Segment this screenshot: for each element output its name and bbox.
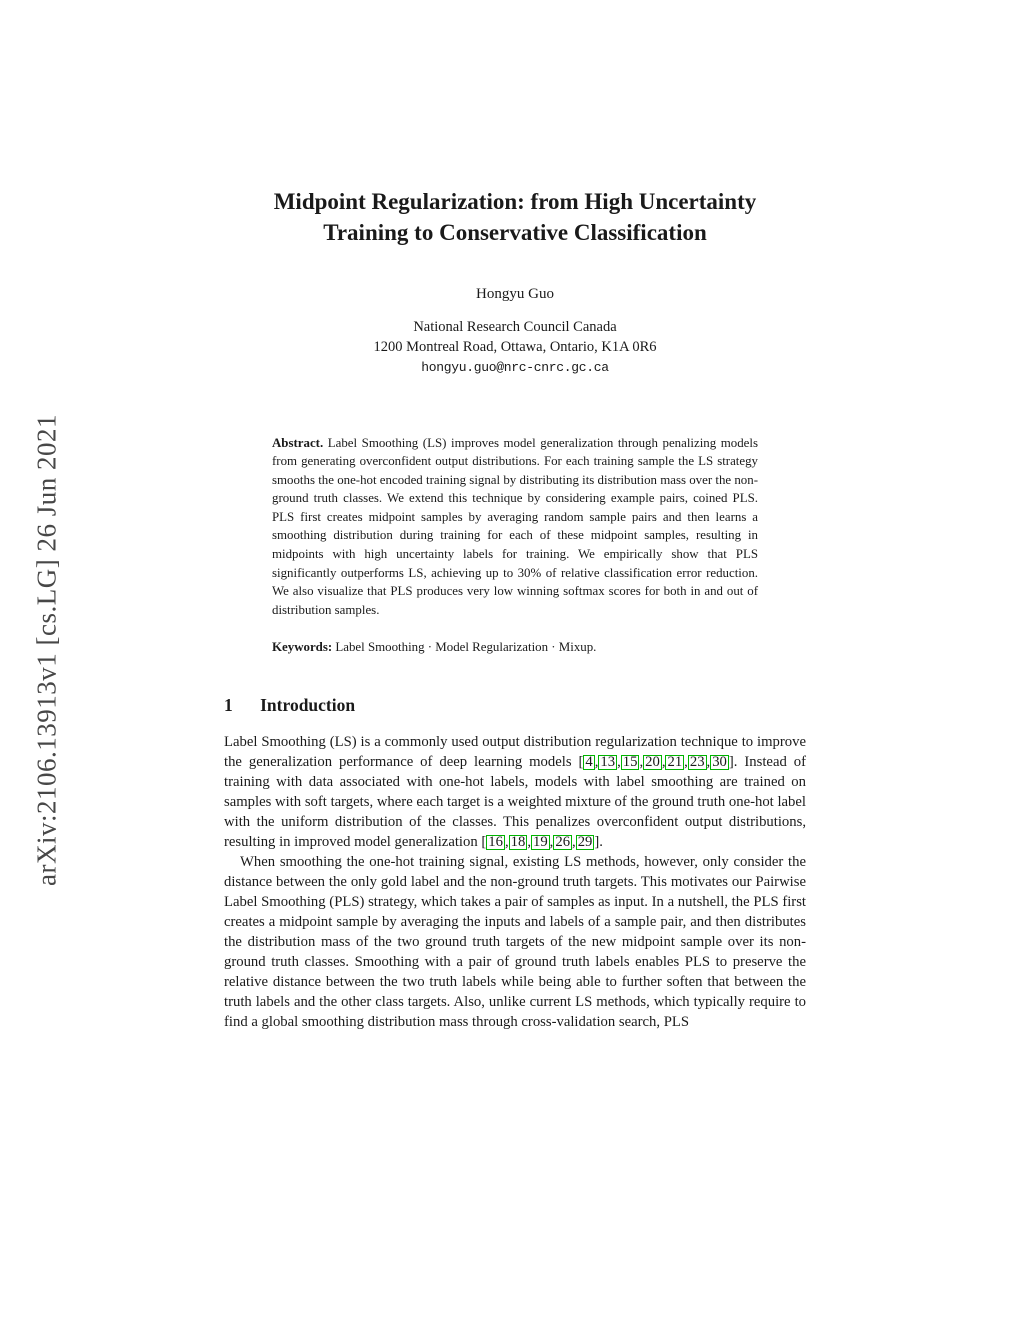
keywords-label: Keywords: — [272, 640, 333, 655]
citation-link[interactable]: 29 — [577, 834, 593, 851]
section-number: 1 — [224, 695, 233, 716]
abstract-label: Abstract. — [272, 435, 324, 450]
citation-link[interactable]: 15 — [622, 754, 638, 771]
citation-link[interactable]: 21 — [667, 754, 683, 771]
citation-link[interactable]: 30 — [712, 754, 727, 771]
abstract-block — [272, 434, 758, 620]
author-email: hongyu.guo@nrc-cnrc.gc.ca — [421, 360, 609, 375]
paper-title-line-1: Midpoint Regularization: from High Uncertainty — [273, 189, 757, 214]
keywords-text: Label Smoothing · Model Regularization · Mixup. — [335, 640, 597, 655]
citation-link[interactable]: 20 — [645, 754, 660, 771]
citation-link[interactable]: 13 — [600, 754, 616, 771]
paper-title-line-2: Training to Conservative Classification — [323, 220, 707, 245]
citation-link[interactable]: 16 — [488, 834, 503, 851]
paper-title — [224, 186, 806, 248]
section-heading-introduction — [224, 695, 806, 716]
intro-paragraph-2: When smoothing the one-hot training signal, existing LS methods, however, only consider the distance between the only gold label and the non-ground truth targets. This motivates our Pairwise Label Smoothing (PLS) strategy, which takes a pair of samples as input. In a nutshell, the PLS first creates a midpoint sample by averaging the inputs and labels of a sample pair, and then distributes the distribution mass of the two ground truth targets of the new midpoint sample over its non-ground truth classes. Smoothing with a pair of ground truth labels enables PLS to preserve the relative distance between the two truth labels while being able to further soften that between the truth labels and the other class targets. Also, unlike current LS methods, which typically require to find a global smoothing distribution mass through cross-validation search, PLS — [224, 854, 806, 1031]
citation-link[interactable]: 4 — [585, 754, 593, 771]
affiliation-line-2: 1200 Montreal Road, Ottawa, Ontario, K1A 0R6 — [373, 338, 657, 355]
citation-link[interactable]: 18 — [510, 834, 526, 851]
affiliation-line-1: National Research Council Canada — [413, 319, 617, 335]
citation-link[interactable]: 19 — [532, 834, 548, 851]
citation-link[interactable]: 26 — [555, 834, 571, 851]
affiliation-block — [224, 318, 806, 378]
abstract-text: Label Smoothing (LS) improves model generalization through penalizing models from generating overconfident output distributions. For each training sample the LS strategy smooths the one-hot encoded training signal by distributing its distribution mass over the non-ground truth classes. We extend this technique by considering example pairs, coined PLS. PLS first creates midpoint samples by averaging random sample pairs and then learns a smoothing distribution during training for each of these midpoint samples, resulting in midpoints with high uncertainty labels for training. We empirically show that PLS significantly outperforms LS, achieving up to 30% of relative classification error reduction. We also visualize that PLS produces very low winning softmax scores for both in and out of distribution samples. — [272, 435, 758, 617]
section-title: Introduction — [260, 695, 356, 716]
arxiv-watermark: arXiv:2106.13913v1 [cs.LG] 26 Jun 2021 — [31, 414, 62, 886]
intro-paragraph-1: Label Smoothing (LS) is a commonly used output distribution regularization technique to improve the generalization performance of deep learning models [ 4 , 13 , 15 , 20 , 21 , 23 , 30 ]. Instead of training with data associated with one-hot labels, models with label smoothing are trained on samples with soft targets, where each target is a weighted mixture of the ground truth one-hot label with the uniform distribution of the classes. This penalizes overconfident output distributions, resulting in improved model generalization [ 16 , 18 , 19 , 26 , 29 ]. — [224, 734, 807, 851]
citation-link[interactable]: 23 — [689, 754, 705, 771]
paper-content-column — [224, 186, 806, 1032]
keywords-block — [272, 638, 758, 657]
author-name: Hongyu Guo — [476, 286, 554, 302]
